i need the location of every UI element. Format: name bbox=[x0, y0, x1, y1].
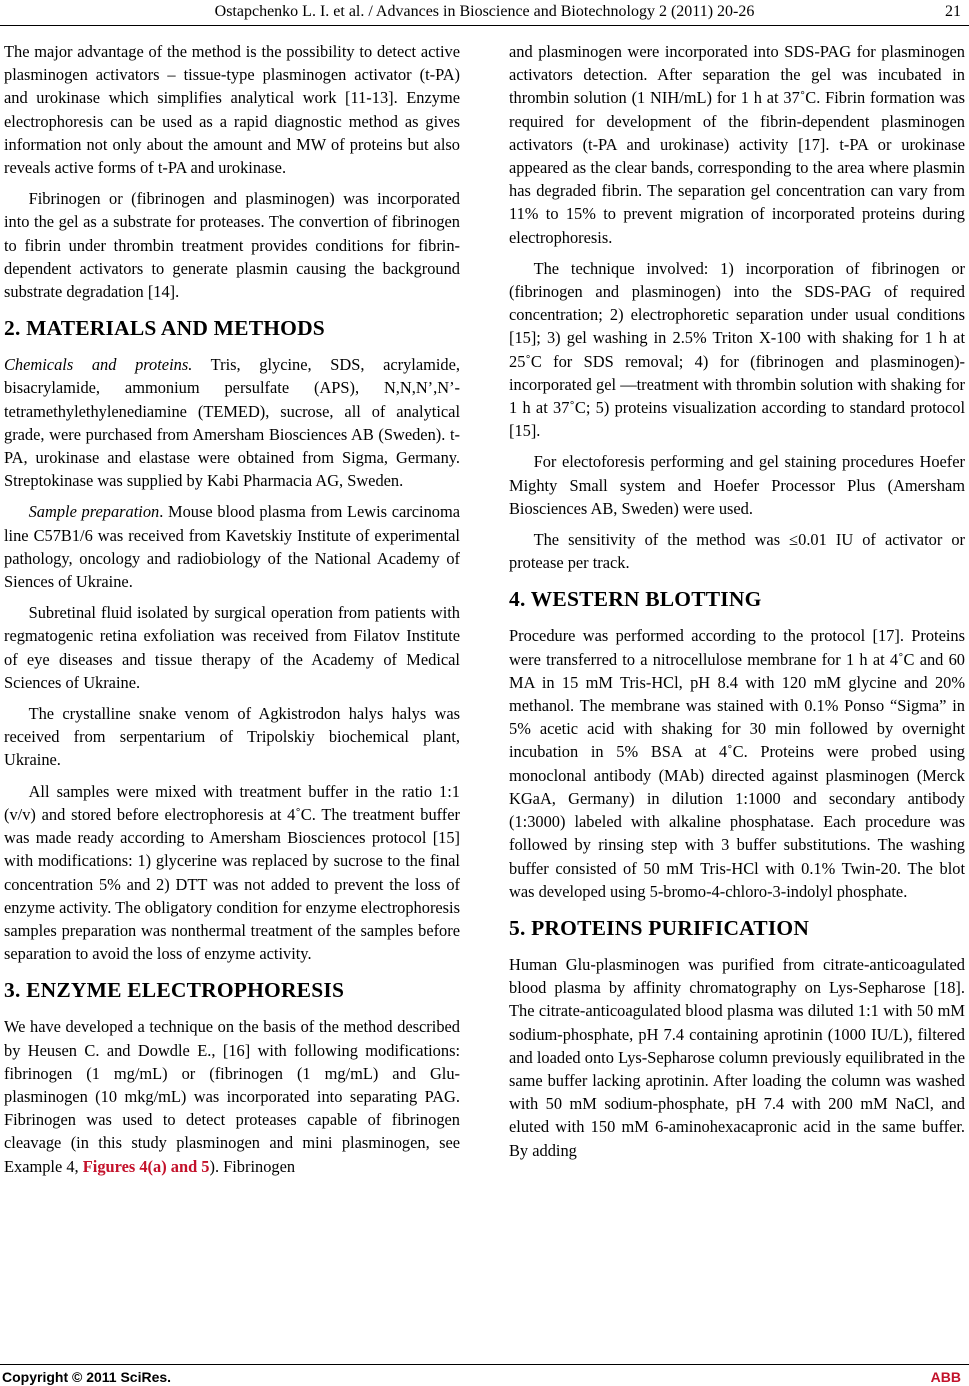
copyright-notice: Copyright © 2011 SciRes. bbox=[2, 1369, 172, 1385]
section-heading-materials-methods: 2. MATERIALS AND METHODS bbox=[4, 316, 325, 341]
paragraph: We have developed a technique on the basis of the method described by Heusen C. and Dowdle E., [16] with following modifications: fibrinogen (1 mg/mL) or (fibrinogen (1 mg/mL) and Glu-plasminogen (10 mkg/mL) was incorporated into separating PAG. Fibrinogen was used to detect proteases capable of fibrinogen cleavage (in this study plasminogen and mini plasminogen, see Example 4, Figures 4(a) and 5). Fibrinogen bbox=[4, 1017, 460, 1176]
header-rule bbox=[0, 25, 969, 26]
section-heading-enzyme-electrophoresis: 3. ENZYME ELECTROPHORESIS bbox=[4, 978, 345, 1003]
left-column bbox=[4, 40, 460, 1186]
paragraph: The technique involved: 1) incorporation of fibrinogen or (fibrinogen and plasminogen) into the SDS-PAG of required concentration; 2) electrophoretic separation under usual conditions [15]; 3) gel washing in 2.5% Triton X-100 with shaking for 1 h at 25˚C for SDS removal; 4) for (fibrinogen and plasminogen)-incorporated gel —treatment with thrombin solution with shaking for 1 h at 37˚C; 5) proteins visualization according to standard protocol [15]. bbox=[509, 258, 965, 441]
running-head-text: Ostapchenko L. I. et al. / Advances in Bioscience and Biotechnology 2 (2011) 20-26 bbox=[214, 3, 755, 20]
paragraph: Subretinal fluid isolated by surgical operation from patients with regmatogenic retina exfoliation was received from Filatov Institute of eye diseases and tissue therapy of the Academy of Medical Sciences of Ukraine. bbox=[4, 603, 460, 692]
run-in-heading: Sample preparation bbox=[28, 502, 160, 522]
page-footer bbox=[0, 1364, 969, 1386]
paragraph: The major advantage of the method is the possibility to detect active plasminogen activators – tissue-type plasminogen activator (t-PA) and urokinase which simplifies analytical work [11-13]. Enzyme electrophoresis can be used as a rapid diagnostic method as gives information not only about the amount and MW of proteins but also reveals active forms of t-PA and urokinase. bbox=[4, 42, 460, 178]
paragraph: Procedure was performed according to the protocol [17]. Proteins were transferred to a nitrocellulose membrane for 1 h at 4˚C and 60 MA in 15 mM Tris-HCl, pH 8.4 with 120 mM glycine and 20% methanol. The membrane was stained with 0.1% Ponso “Sigma” in 5% acetic acid with shaking for 30 min followed by overnight incubation in 5% BSA at 4˚C. Proteins were probed using monoclonal antibody (MAb) directed against plasminogen (Merck KGaA, Germany) in dilution 1:1000 and secondary antibody (1:3000) labeled with alkaline phosphatase. Each procedure was followed by rinsing step with 3 buffer substitutions. The washing buffer consisted of 50 mM Tris-HCl with 0.1% Twin-20. The blot was developed using 5-bromo-4-chloro-3-indolyl phosphate. bbox=[509, 626, 965, 901]
paragraph: The crystalline snake venom of Agkistrodon halys halys was received from serpentarium of Tripolskiy biochemical plant, Ukraine. bbox=[4, 704, 460, 770]
section-heading-proteins-purification: 5. PROTEINS PURIFICATION bbox=[509, 915, 810, 940]
paragraph: Human Glu-plasminogen was purified from citrate-anticoagulated blood plasma by affinity chromatography on Lys-Sepharose [18]. The citrate-anticoagulated blood plasma was diluted 1:1 with 50 mM sodium-phosphate, pH 7.4 containing aprotinin (1000 IU/L), filtered and loaded onto Lys-Sepharose column previously equilibrated in the same buffer lacking aprotinin. After loading the column was washed with 50 mM sodium-phosphate, pH 7.4 with 200 mM NaCl, and eluted with 150 mM 6-aminohexacapronic acid in the same buffer. By adding bbox=[509, 954, 965, 1160]
paragraph: All samples were mixed with treatment buffer in the ratio 1:1 (v/v) and stored before electrophoresis at 4˚C. The treatment buffer was made ready according to Amersham Biosciences protocol [15] with modifications: 1) glycerine was replaced by sucrose to the final concentration 5% and 2) DTT was not added to prevent the loss of enzyme activity. The obligatory condition for enzyme electrophoresis samples preparation was nonthermal treatment of the samples before separation to avoid the loss of enzyme activity. bbox=[4, 781, 460, 964]
paragraph: Chemicals and proteins. Tris, glycine, SDS, acrylamide, bisacrylamide, ammonium persulfate (APS), N,N,N’,N’-tetramethylethylenediamine (TEMED), sucrose, all of analytical grade, were purchased from Amersham Biosciences AB (Sweden). t-PA, urokinase and elastase were obtained from Sigma, Germany. Streptokinase was supplied by Kabi Pharmacia AG, Sweden. bbox=[4, 355, 460, 491]
figure-reference-link[interactable]: Figures 4(a) and 5 bbox=[82, 1156, 210, 1176]
paragraph: and plasminogen were incorporated into SDS-PAG for plasminogen activators detection. After separation the gel was incubated in thrombin solution (1 NIH/mL) for 1 h at 37˚C. Fibrin formation was required for development of the fibrin-dependent plasminogen activators (t-PA and urokinase) activity [17]. t-PA or urokinase appeared as the clear bands, corresponding to the area where plasmin has degraded fibrin. The separation gel concentration can vary from 11% to 15% to prevent migration of incorporated proteins during electrophoresis. bbox=[509, 42, 965, 247]
footer-rule bbox=[0, 1364, 969, 1365]
running-header bbox=[0, 0, 969, 26]
section-heading-western-blotting: 4. WESTERN BLOTTING bbox=[509, 587, 762, 612]
paragraph: For electoforesis performing and gel staining procedures Hoefer Mighty Small system and Hoefer Processor Plus (Amersham Biosciences AB, Sweden) were used. bbox=[509, 452, 965, 518]
paragraph: Fibrinogen or (fibrinogen and plasminogen) was incorporated into the gel as a substrate for proteases. The convertion of fibrinogen to fibrin under thrombin treatment provides conditions for fibrin-dependent activators to generate plasmin causing the background substrate degradation [14]. bbox=[4, 189, 460, 302]
paragraph: Sample preparation. Mouse blood plasma from Lewis carcinoma line C57B1/6 was received from Kavetskiy Institute of experimental pathology, oncology and radiobiology of the National Academy of Siences of Ukraine. bbox=[4, 502, 460, 592]
run-in-heading: Chemicals and proteins. bbox=[4, 355, 193, 375]
page-number: 21 bbox=[945, 3, 961, 20]
journal-abbreviation: ABB bbox=[930, 1369, 961, 1385]
right-column bbox=[509, 40, 965, 1170]
paragraph: The sensitivity of the method was ≤0.01 IU of activator or protease per track. bbox=[509, 530, 965, 573]
